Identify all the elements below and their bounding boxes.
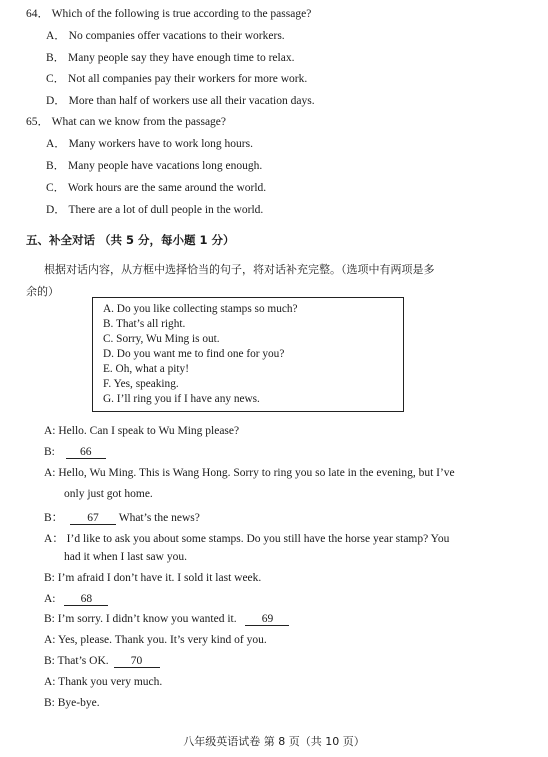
box-option-b: B. That’s all right. [103, 318, 186, 330]
question-65-option-d: D． There are a lot of dull people in the world. [46, 204, 264, 216]
section-instruction-line2: 余的） [26, 285, 59, 298]
answer-blank-68[interactable]: 68 [64, 593, 108, 606]
dialogue-line-3b: only just got home. [64, 488, 153, 500]
question-65-stem: 65． What can we know from the passage? [26, 116, 227, 128]
dialogue-line-11: A: Thank you very much. [44, 676, 163, 688]
box-option-g: G. I’ll ring you if I have any news. [103, 393, 260, 405]
dialogue-line-12: B: Bye-bye. [44, 697, 100, 709]
section-heading: 五、补全对话 （共 5 分，每小题 1 分） [26, 233, 235, 247]
dialogue-line-8 [44, 613, 289, 626]
answer-blank-69[interactable]: 69 [245, 613, 289, 626]
section-instruction-line1: 根据对话内容，从方框中选择恰当的句子，将对话补充完整。（选项中有两项是多 [44, 263, 435, 276]
question-64-option-d: D． More than half of workers use all their vacation days. [46, 95, 315, 107]
dialogue-line-4 [44, 509, 200, 525]
dialogue-line-9: A: Yes, please. Thank you. It’s very kind of you. [44, 634, 267, 646]
dialogue-line-5a: A： I’d like to ask you about some stamps. Do you still have the horse year stamp? You [44, 533, 450, 545]
dialogue-line-3a: A: Hello, Wu Ming. This is Wang Hong. Sorry to ring you so late in the evening, but I’ve [44, 467, 455, 479]
box-option-d: D. Do you want me to find one for you? [103, 348, 285, 360]
page-footer: 八年级英语试卷 第 8 页（共 10 页） [183, 735, 365, 748]
dialogue-line-5b: had it when I last saw you. [64, 551, 187, 563]
speaker-label: B: [44, 446, 55, 458]
question-65-option-c: C． Work hours are the same around the world. [46, 182, 267, 194]
options-box [92, 297, 404, 412]
dialogue-line-1: A: Hello. Can I speak to Wu Ming please? [44, 425, 240, 437]
dialogue-line-10 [44, 655, 160, 668]
speaker-label: A: [44, 593, 56, 605]
dialogue-line-6: B: I’m afraid I don’t have it. I sold it last week. [44, 572, 262, 584]
dialogue-line-8-text: B: I’m sorry. I didn’t know you wanted it. [44, 613, 237, 625]
answer-blank-66[interactable]: 66 [66, 446, 106, 459]
box-option-e: E. Oh, what a pity! [103, 363, 189, 375]
question-65-option-b: B． Many people have vacations long enough. [46, 160, 263, 172]
dialogue-line-10-text: B: That’s OK. [44, 655, 109, 667]
answer-blank-70[interactable]: 70 [114, 655, 160, 668]
box-option-c: C. Sorry, Wu Ming is out. [103, 333, 220, 345]
dialogue-line-2 [44, 446, 106, 459]
dialogue-line-7 [44, 593, 108, 606]
question-64-option-c: C． Not all companies pay their workers for more work. [46, 73, 308, 85]
question-65-option-a: A． Many workers have to work long hours. [46, 138, 253, 150]
speaker-label: B： [44, 512, 64, 524]
question-64-option-b: B． Many people say they have enough time to relax. [46, 52, 295, 64]
box-option-a: A. Do you like collecting stamps so much? [103, 303, 298, 315]
box-option-f: F. Yes, speaking. [103, 378, 179, 390]
question-64-stem: 64． Which of the following is true according to the passage? [26, 8, 312, 20]
question-64-option-a: A． No companies offer vacations to their workers. [46, 30, 285, 42]
answer-blank-67[interactable]: 67 [70, 512, 116, 525]
dialogue-line-4-suffix: What’s the news? [118, 512, 200, 524]
